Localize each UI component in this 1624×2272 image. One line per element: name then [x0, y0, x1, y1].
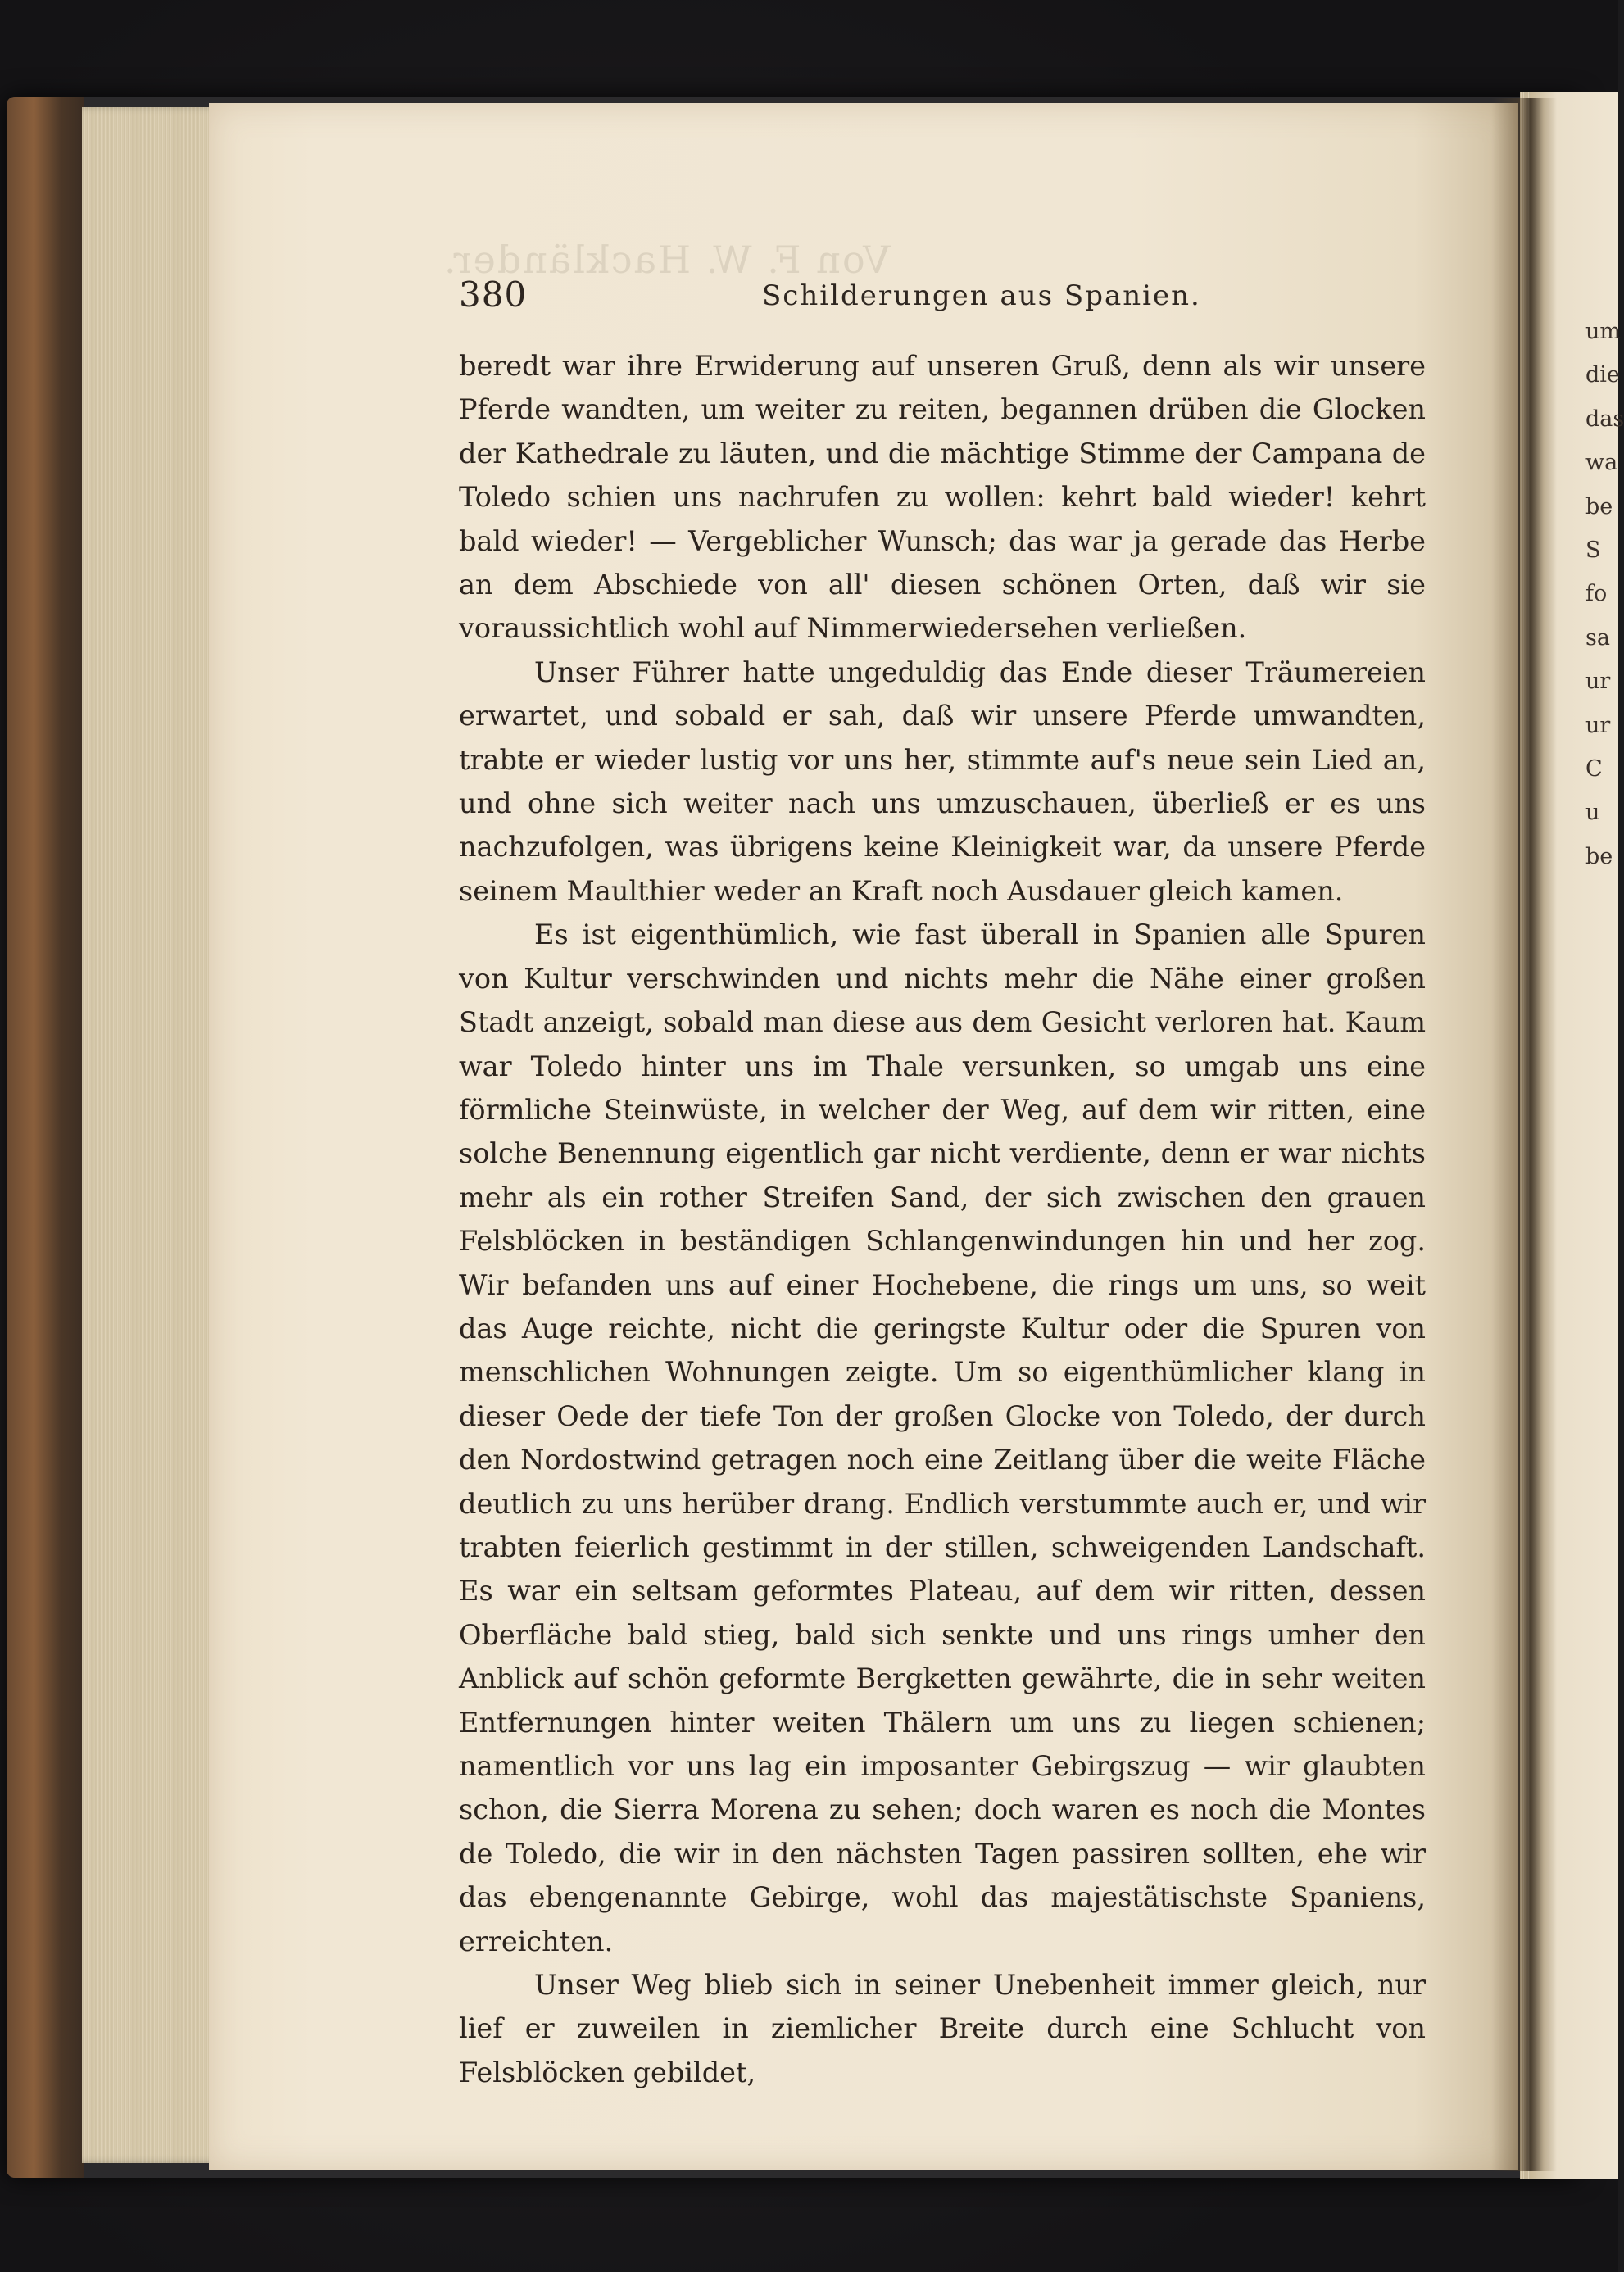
right-page-fragment: ur — [1585, 669, 1611, 695]
body-text — [459, 344, 1426, 2094]
page-number: 380 — [459, 274, 528, 315]
right-page-fragment: u — [1585, 800, 1600, 826]
paragraph: Unser Führer hatte ungeduldig das Ende dieser Träumereien erwartet, und sobald er sah, daß wir unsere Pferde umwandten, trabte er wieder lustig vor uns her, stimmte auf's neue sein Lied an, und ohne sich weiter nach uns umzuschauen, überließ er es uns nachzufolgen, was übrigens keine Kleinigkeit war, da unsere Pferde seinem Maulthier weder an Kraft noch Ausdauer gleich kamen. — [459, 655, 1426, 907]
running-head: Schilderungen aus Spanien. — [762, 279, 1201, 312]
paragraph: Unser Weg blieb sich in seiner Unebenheit immer gleich, nur lief er zuweilen in ziemlicher Breite durch eine Schlucht von Felsblöcken gebildet, — [459, 1969, 1426, 2088]
book-cover-edge — [7, 97, 84, 2178]
right-page-fragment: S — [1585, 537, 1601, 563]
right-page-fragment: ur — [1585, 712, 1611, 738]
right-page-fragment: die — [1585, 362, 1620, 388]
paragraph: beredt war ihre Erwiderung auf unseren Gruß, denn als wir unsere Pferde wandten, um weiter zu reiten, begannen drüben die Glocken der Kathedrale zu läuten, und die mächtige Stimme der Campana de Toledo schien uns nachrufen zu wollen: kehrt bald wieder! kehrt bald wieder! — Vergeblicher Wunsch; das war ja gerade das Herbe an dem Abschiede von all' diesen schönen Orten, daß wir sie voraussichtlich wohl auf Nimmerwiedersehen verließen. — [459, 350, 1426, 645]
right-page-fragment: fo — [1585, 581, 1608, 607]
right-page-fragment: wa — [1585, 450, 1618, 476]
bleed-through-text: Von F. W. Hackländer. — [442, 238, 891, 282]
right-page-fragment: C — [1585, 755, 1603, 782]
right-page-fragment: das — [1585, 406, 1624, 432]
paragraph: Es ist eigenthümlich, wie fast überall in Spanien alle Spuren von Kultur verschwinden und nichts mehr die Nähe einer großen Stadt anzeigt, sobald man diese aus dem Gesicht verloren hat. Kaum war Toledo hinter uns im Thale versunken, so umgab uns eine förmliche Steinwüste, in welcher der Weg, auf dem wir ritten, eine solche Benennung eigentlich gar nicht verdiente, denn er war nichts mehr als ein rother Streifen Sand, der sich zwischen den grauen Felsblöcken in beständigen Schlangenwindungen hin und her zog. Wir befanden uns auf einer Hochebene, die rings um uns, so weit das Auge reichte, nicht die geringste Kultur oder die Spuren von menschlichen Wohnungen zeigte. Um so eigenthümlicher klang in dieser Oede der tiefe Ton der großen Glocke von Toledo, der durch den Nordostwind getragen noch eine Zeitlang über die weite Fläche deutlich zu uns herüber drang. Endlich verstummte auch er, und wir trabten feierlich gestimmt in der stillen, schweigenden Landschaft. Es war ein seltsam geformtes Plateau, auf dem wir ritten, dessen Oberfläche bald stieg, bald sich senkte und uns rings umher den Anblick auf schön geformte Bergketten gewährte, die in sehr weiten Entfernungen hinter weiten Thälern um uns zu liegen schienen; namentlich vor uns lag ein imposanter Gebirgszug — wir glaubten schon, die Sierra Morena zu sehen; doch waren es noch die Montes de Toledo, die wir in den nächsten Tagen passiren sollten, ehe wir das ebengenannte Gebirge, wohl das majestätischste Spaniens, erreichten. — [459, 918, 1426, 1957]
right-page-text — [1585, 310, 1624, 878]
gutter-shadow — [1491, 98, 1557, 2171]
page-edges-left — [82, 107, 221, 2163]
right-page-fragment: be — [1585, 843, 1613, 869]
right-page-fragment: be — [1585, 493, 1613, 519]
page-header — [459, 274, 1426, 324]
right-page-fragment: sa — [1585, 624, 1610, 651]
right-page-fragment: um — [1585, 319, 1621, 344]
